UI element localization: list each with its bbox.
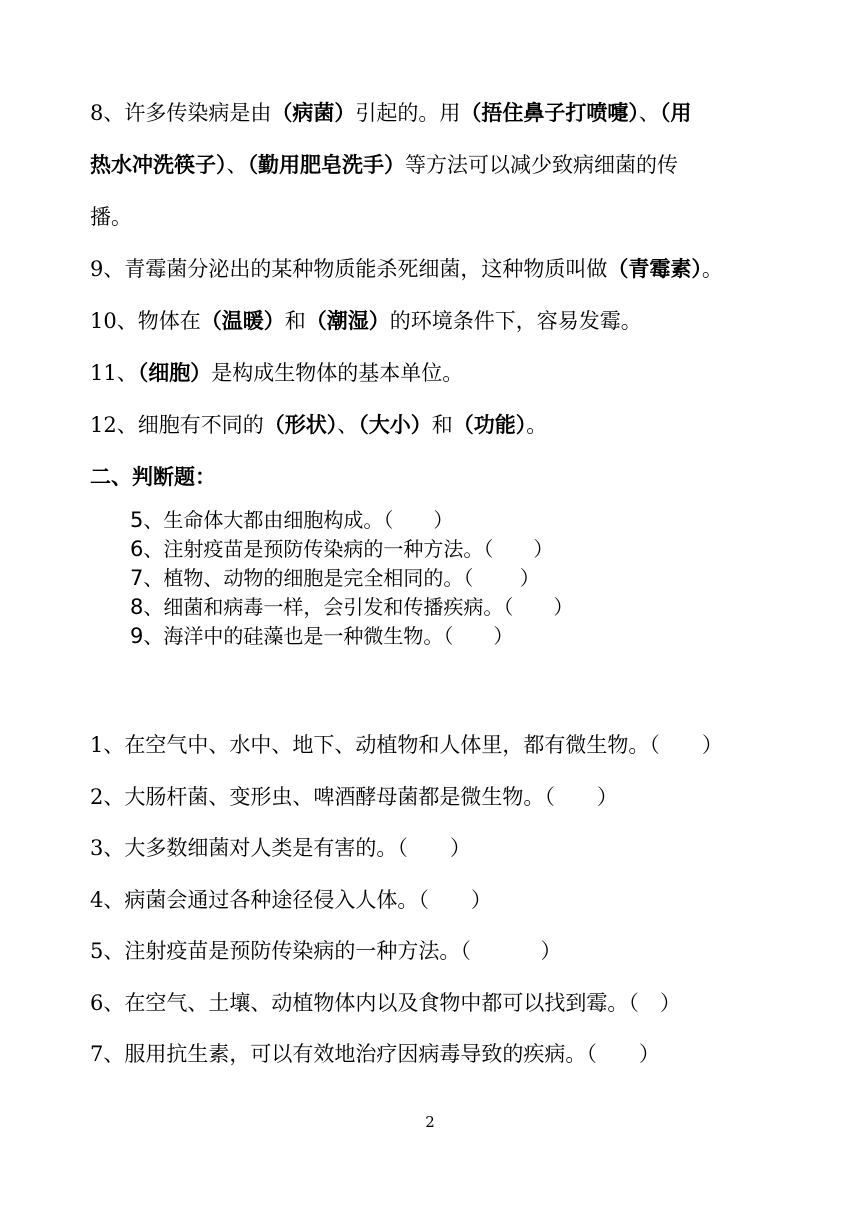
judge-item: 1、在空气中、水中、地下、动植物和人体里，都有微生物。（ ）	[90, 733, 723, 757]
item-number: 8	[130, 595, 144, 619]
fill-in-line-q10	[90, 306, 790, 336]
answer-text: （用	[659, 101, 692, 125]
judge-item: 7、服用抗生素，可以有效地治疗因病毒导致的疾病。（ ）	[90, 1042, 660, 1066]
answer-text: （大小）	[358, 413, 432, 437]
item-number: 5	[130, 508, 144, 532]
item-text: 、注射疫苗是预防传染病的一种方法。（ ）	[143, 537, 554, 561]
question-text: 11、	[90, 361, 138, 385]
judge-sub-item	[130, 622, 770, 650]
item-text: 、植物、动物的细胞是完全相同的。（ ）	[143, 566, 540, 590]
question-text: 播。	[90, 205, 132, 229]
answer-text: （功能）	[452, 413, 527, 437]
answer-text: （勤用肥皂洗手）	[247, 153, 405, 177]
judge-sub-item	[130, 564, 770, 592]
question-text: 和	[284, 309, 306, 333]
answer-text: 热水冲洗筷子）	[90, 153, 227, 177]
question-text: 引起的。用	[355, 101, 461, 125]
answer-text: （形状）	[263, 413, 338, 437]
judge-item: 2、大肠杆菌、变形虫、啤酒酵母菌都是微生物。（ ）	[90, 784, 618, 809]
question-text: 、	[226, 153, 248, 177]
question-text: 。	[701, 257, 723, 281]
question-text: 12、细胞有不同的	[90, 413, 264, 437]
judge-sub-item	[130, 506, 770, 534]
judge-item: 5、注射疫苗是预防传染病的一种方法。（ ）	[90, 939, 562, 963]
question-text: 10、物体在	[90, 309, 201, 333]
judge-item: 6、在空气、土壤、动植物体内以及食物中都可以找到霉。（ ）	[90, 990, 681, 1015]
item-number: 6	[130, 537, 144, 561]
question-text: 等方法可以减少致病细菌的传	[405, 153, 678, 177]
judge-item: 4、病菌会通过各种途径侵入人体。（ ）	[90, 887, 492, 912]
answer-text: （潮湿）	[305, 309, 390, 333]
question-text: 9、青霉菌分泌出的某种物质能杀死细菌，这种物质叫做	[90, 257, 608, 281]
answer-text: （青霉素）	[607, 257, 702, 281]
fill-in-line-q11	[90, 358, 790, 388]
answer-text: （捂住鼻子打喷嚏）	[460, 101, 639, 125]
question-text: 8、许多传染病是由	[90, 101, 272, 125]
item-number: 9	[130, 624, 144, 648]
item-number: 7	[130, 566, 144, 590]
fill-in-line-q8c	[90, 202, 790, 232]
question-text: 的环境条件下，容易发霉。	[389, 309, 642, 333]
judge-sub-item	[130, 593, 770, 621]
question-text: 和	[431, 413, 453, 437]
item-text: 、海洋中的硅藻也是一种微生物。（ ）	[143, 624, 514, 648]
judge-item: 3、大多数细菌对人类是有害的。（ ）	[90, 836, 471, 860]
question-text: 、	[337, 413, 359, 437]
section-heading: 二、判断题：	[90, 465, 216, 489]
item-text: 、细菌和病毒一样，会引发和传播疾病。（ ）	[143, 595, 574, 619]
fill-in-line-q8b	[90, 150, 790, 180]
page-number: 2	[425, 1113, 435, 1131]
item-text: 、生命体大都由细胞构成。（ ）	[143, 508, 454, 532]
fill-in-line-q9	[90, 254, 790, 284]
question-text: 、	[638, 101, 660, 125]
question-text: 。	[526, 413, 548, 437]
answer-text: （温暖）	[200, 309, 285, 333]
fill-in-line-q8a	[90, 98, 790, 128]
question-text: 是构成生物体的基本单位。	[211, 361, 464, 385]
fill-in-line-q12	[90, 410, 790, 440]
answer-text: （病菌）	[271, 101, 356, 125]
answer-text: （细胞）	[137, 361, 212, 385]
judge-sub-item	[130, 535, 770, 563]
